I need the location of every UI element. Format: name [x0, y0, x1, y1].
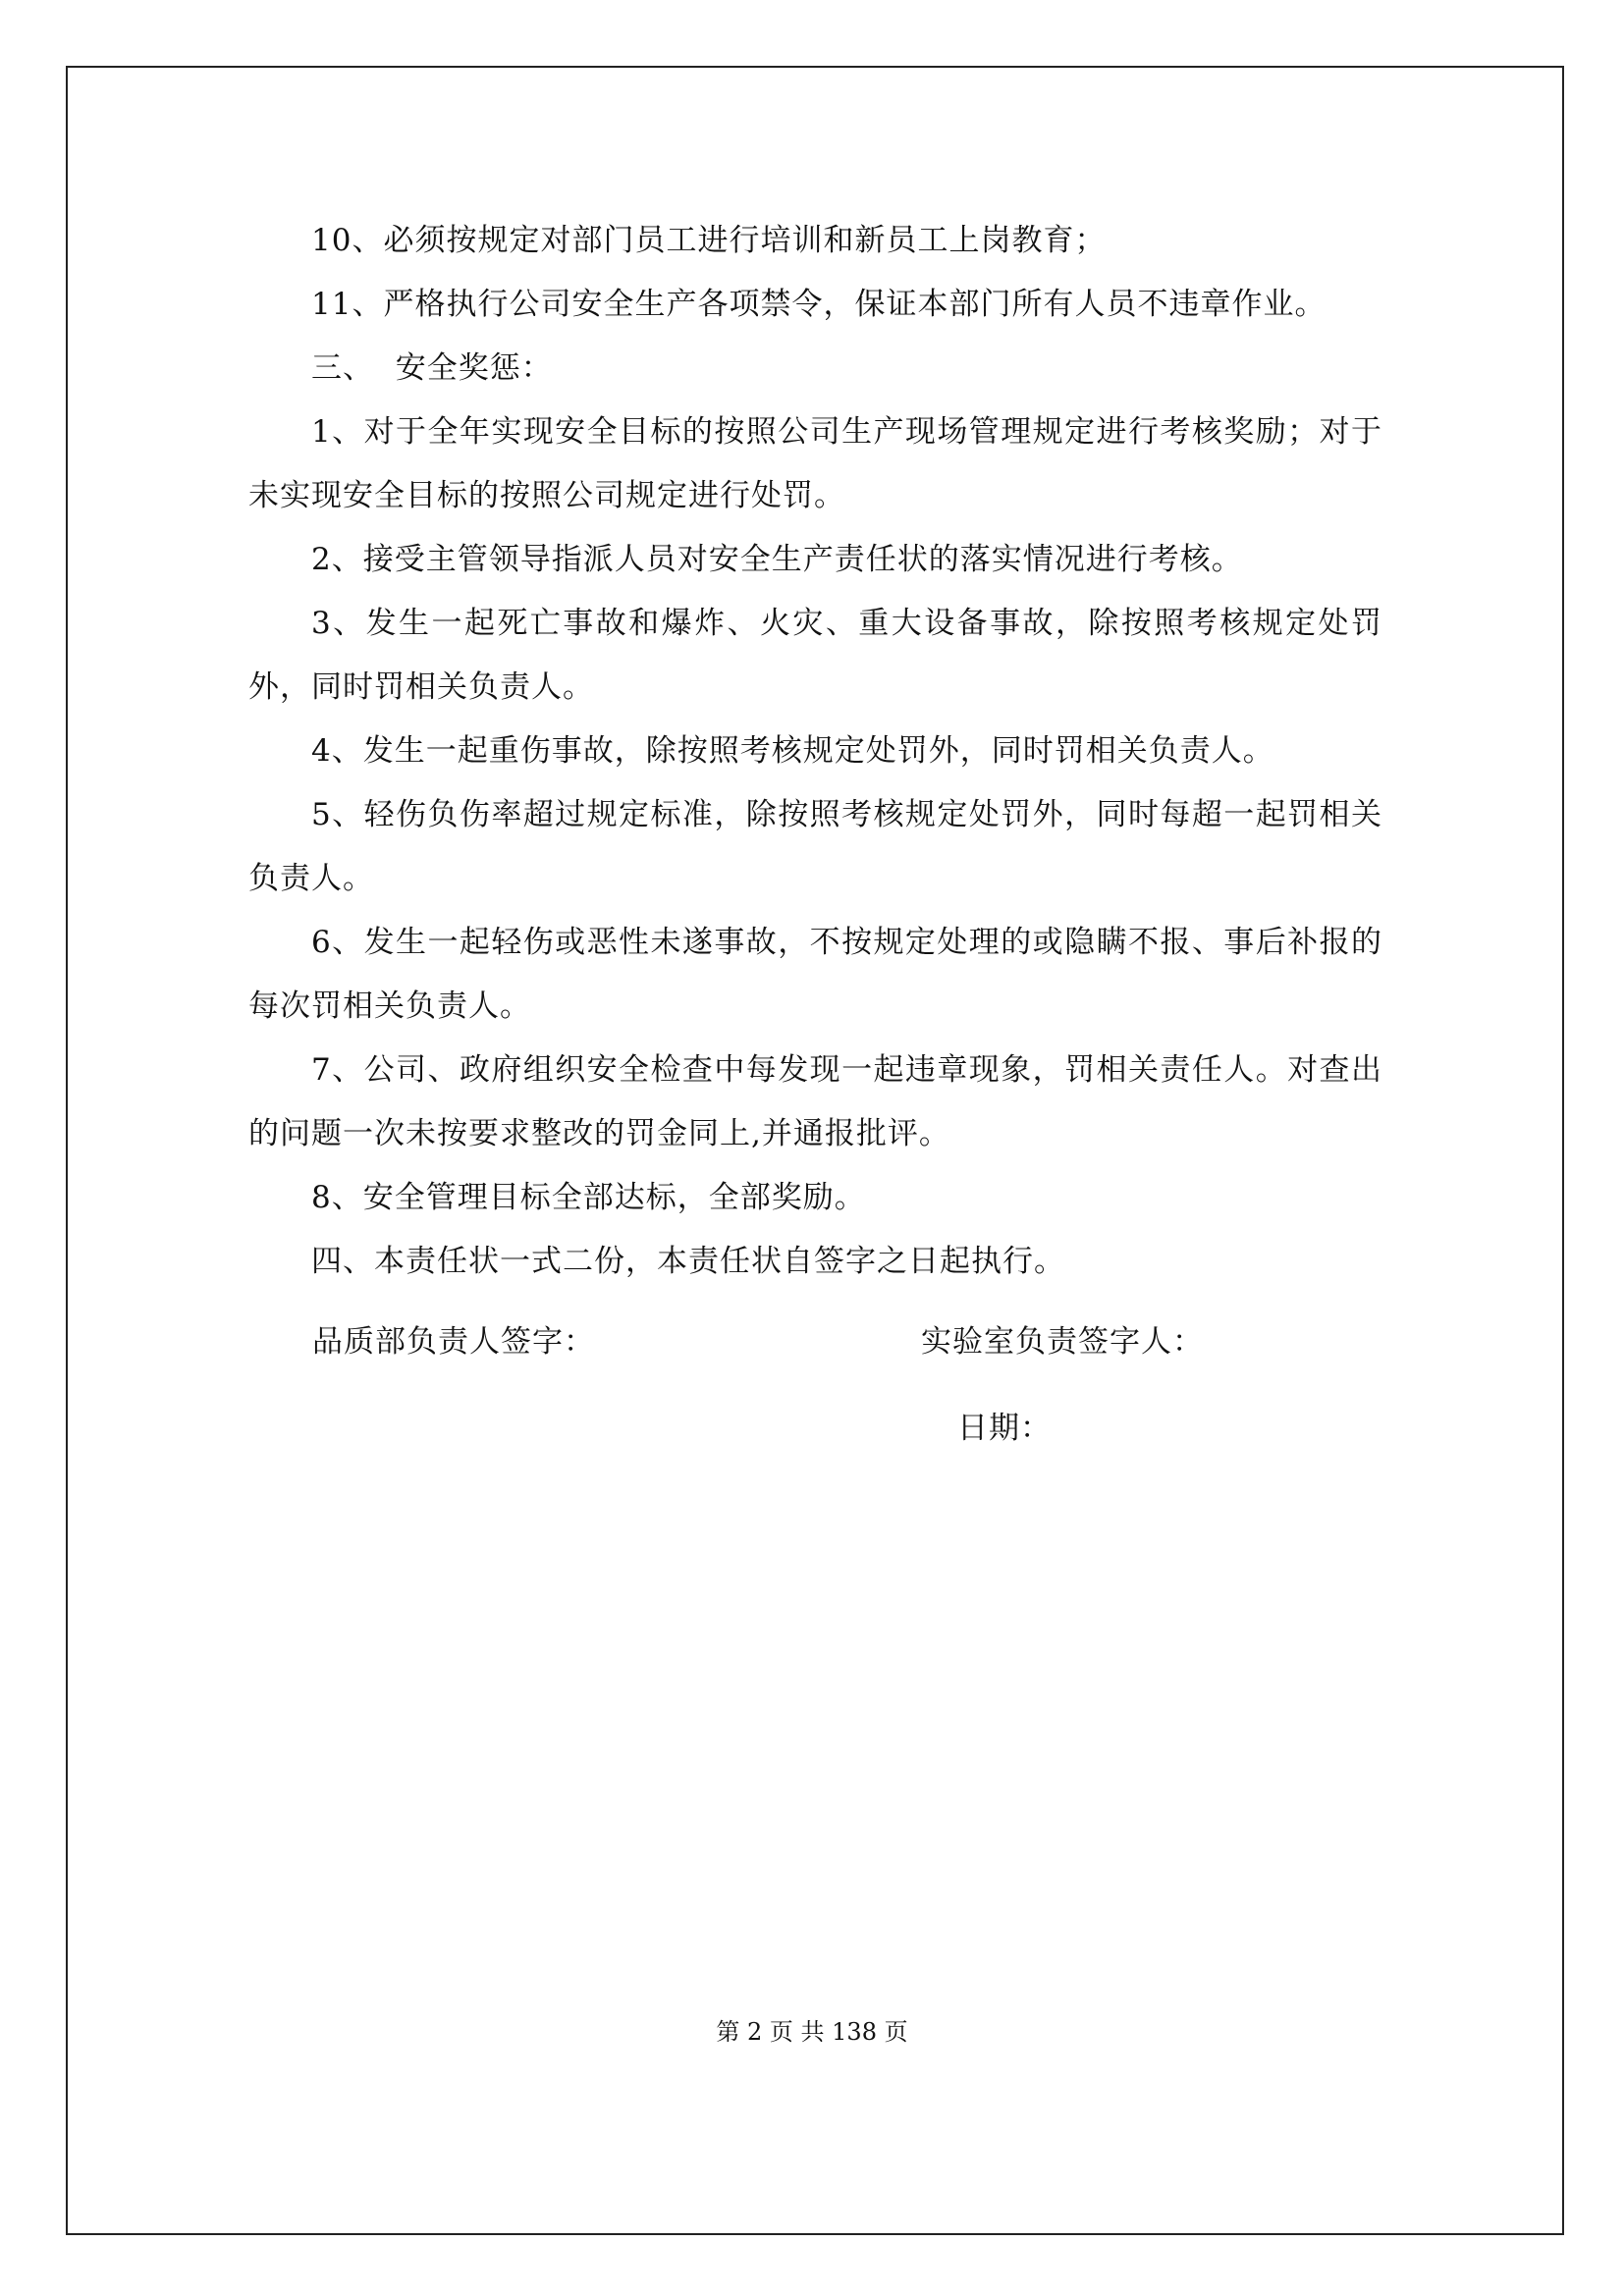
date-label: 日期： — [957, 1411, 1052, 1446]
reward-clause-8: 8、安全管理目标全部达标，全部奖励。 — [311, 1180, 866, 1215]
reward-clause-3: 3、发生一起死亡事故和爆炸、火灾、重大设备事故，除按照考核规定处罚外，同时罚相关负责人。 — [248, 606, 1382, 705]
reward-clause-5: 5、轻伤负伤率超过规定标准，除按照考核规定处罚外，同时每超一起罚相关负责人。 — [248, 797, 1382, 896]
section-four-execution: 四、本责任状一式二份，本责任状自签字之日起执行。 — [311, 1244, 1065, 1279]
reward-clause-1: 1、对于全年实现安全目标的按照公司生产现场管理规定进行考核奖励；对于未实现安全目标的按照公司规定进行处罚。 — [248, 414, 1382, 513]
clause-10: 10、必须按规定对部门员工进行培训和新员工上岗教育； — [311, 223, 1107, 258]
reward-clause-6: 6、发生一起轻伤或恶性未遂事故，不按规定处理的或隐瞒不报、事后补报的每次罚相关负责人。 — [248, 925, 1382, 1024]
reward-clause-4: 4、发生一起重伤事故，除按照考核规定处罚外，同时罚相关负责人。 — [311, 733, 1274, 769]
document-body — [248, 209, 1382, 1294]
reward-clause-7: 7、公司、政府组织安全检查中每发现一起违章现象，罚相关责任人。对查出的问题一次未按要求整改的罚金同上,并通报批评。 — [248, 1052, 1382, 1151]
reward-clause-2: 2、接受主管领导指派人员对安全生产责任状的落实情况进行考核。 — [311, 542, 1243, 577]
quality-dept-signature-label: 品质部负责人签字： — [312, 1324, 595, 1360]
clause-11: 11、严格执行公司安全生产各项禁令，保证本部门所有人员不违章作业。 — [311, 287, 1326, 322]
page-number-footer: 第 2 页 共 138 页 — [716, 2018, 908, 2046]
lab-signature-label: 实验室负责签字人： — [921, 1324, 1204, 1360]
section-heading-rewards: 三、 安全奖惩： — [311, 350, 553, 386]
